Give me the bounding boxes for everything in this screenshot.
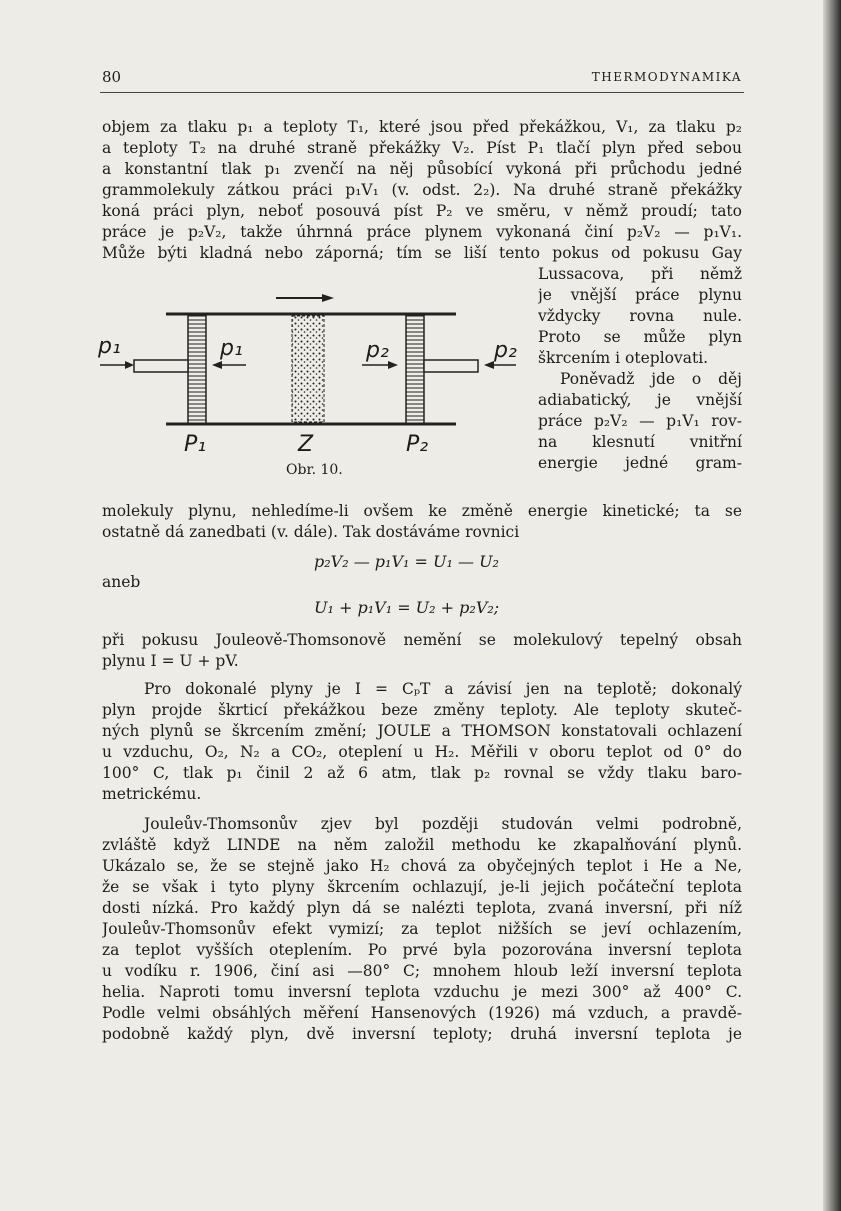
text-line: ostatně dá zanedbati (v. dále). Tak dostáváme rovnici bbox=[102, 523, 520, 541]
text-line: 100° C, tlak p₁ činil 2 až 6 atm, tlak p₂ rovnal se vždy tlaku baro- bbox=[102, 764, 742, 782]
side-text-line: Poněvadž jde o děj bbox=[560, 370, 742, 388]
page-header bbox=[102, 68, 742, 90]
side-text-line: na klesnutí vnitřní bbox=[538, 433, 742, 451]
text-line: koná práci plyn, neboť posouvá píst P₂ ve směru, v němž proudí; tato bbox=[102, 202, 742, 220]
text-line: plyn projde škrticí překážkou beze změny teploty. Ale teploty skuteč- bbox=[102, 701, 742, 719]
text-line: Jouleův-Thomsonův zjev byl později studován velmi podrobně, bbox=[144, 815, 742, 833]
label-p1-inner: p₁ bbox=[220, 336, 243, 361]
text-line: molekuly plynu, nehledíme-li ovšem ke změně energie kinetické; ta se bbox=[102, 502, 742, 520]
equation-2: U₁ + p₁V₁ = U₂ + p₂V₂; bbox=[314, 598, 500, 617]
side-text-line: škrcením i oteplovati. bbox=[538, 349, 709, 367]
arrow-p1-outer-icon bbox=[100, 361, 134, 369]
text-line: u vodíku r. 1906, činí asi —80° C; mnohem hloub leží inversní teplota bbox=[102, 962, 742, 980]
side-text-line: práce p₂V₂ — p₁V₁ rov- bbox=[538, 412, 742, 430]
label-piston2: P₂ bbox=[406, 432, 429, 457]
side-text-line: vždycky rovna nule. bbox=[538, 307, 742, 325]
text-line: Jouleův-Thomsonův efekt vymizí; za teplot nižších se jeví ochlazením, bbox=[102, 920, 742, 938]
equation-1: p₂V₂ — p₁V₁ = U₁ — U₂ bbox=[314, 552, 499, 571]
text-line: při pokusu Jouleově-Thomsonově nemění se molekulový tepelný obsah bbox=[102, 631, 742, 649]
text-line: dosti nízká. Pro každý plyn dá se nalézti teplota, zvaná inversní, při níž bbox=[102, 899, 742, 917]
text-line: Podle velmi obsáhlých měření Hansenových (1926) má vzduch, a pravdě- bbox=[102, 1004, 742, 1022]
page-number: 80 bbox=[102, 68, 122, 86]
page-edge-shadow bbox=[823, 0, 841, 1211]
text-line: že se však i tyto plyny škrcením ochlazují, je-li jejich počáteční teplota bbox=[102, 878, 742, 896]
side-text-line: je vnější práce plynu bbox=[538, 286, 742, 304]
text-line: Může býti kladná nebo záporná; tím se liší tento pokus od pokusu Gay bbox=[102, 244, 742, 262]
figure-joule-thomson bbox=[96, 286, 536, 486]
text-line: a konstantní tlak p₁ zvenčí na něj působící vykoná při průchodu jedné bbox=[102, 160, 742, 178]
piston-p2 bbox=[406, 314, 424, 424]
header-rule bbox=[100, 92, 744, 93]
text-line: a teploty T₂ na druhé straně překážky V₂. Píst P₁ tlačí plyn před sebou bbox=[102, 139, 742, 157]
running-head: THERMODYNAMIKA bbox=[591, 70, 742, 84]
label-piston1: P₁ bbox=[184, 432, 207, 457]
figure-caption: Obr. 10. bbox=[286, 462, 343, 478]
text-line: plynu I = U + pV. bbox=[102, 652, 239, 670]
text-line: podobně každý plyn, dvě inversní teploty; druhá inversní teplota je bbox=[102, 1025, 742, 1043]
text-line: Ukázalo se, že se stejně jako H₂ chová za obyčejných teplot i He a Ne, bbox=[102, 857, 742, 875]
piston-rod-2 bbox=[424, 360, 478, 372]
text-line: metrickému. bbox=[102, 785, 202, 803]
side-text-line: Lussacova, při němž bbox=[538, 265, 742, 283]
side-text-line: Proto se může plyn bbox=[538, 328, 742, 346]
text-line: Pro dokonalé plyny je I = CₚT a závisí jen na teplotě; dokonalý bbox=[144, 680, 742, 698]
text-line: u vzduchu, O₂, N₂ a CO₂, oteplení u H₂. Měřili v oboru teplot od 0° do bbox=[102, 743, 742, 761]
text-line: objem za tlaku p₁ a teploty T₁, které jsou před překážkou, V₁, za tlaku p₂ bbox=[102, 118, 742, 136]
label-p1-outer: p₁ bbox=[98, 334, 121, 359]
flow-arrow-icon bbox=[276, 294, 334, 302]
apparatus-diagram bbox=[96, 286, 536, 486]
text-line: práce je p₂V₂, takže úhrnná práce plynem vykonaná činí p₂V₂ — p₁V₁. bbox=[102, 223, 742, 241]
label-p2-inner: p₂ bbox=[366, 338, 389, 363]
equation-connector: aneb bbox=[102, 573, 141, 591]
piston-p1 bbox=[188, 314, 206, 424]
text-line: zvláště když LINDE na něm založil methodu ke zkapalňování plynů. bbox=[102, 836, 742, 854]
label-p2-outer: p₂ bbox=[494, 338, 517, 363]
arrow-p1-inner-icon bbox=[212, 361, 246, 369]
porous-plug bbox=[292, 316, 324, 422]
piston-rod-1 bbox=[134, 360, 188, 372]
text-line: ných plynů se škrcením změní; JOULE a THOMSON konstatovali ochlazení bbox=[102, 722, 742, 740]
text-line: grammolekuly zátkou práci p₁V₁ (v. odst. 2₂). Na druhé straně překážky bbox=[102, 181, 742, 199]
side-text-line: energie jedné gram- bbox=[538, 454, 742, 472]
text-line: helia. Naproti tomu inversní teplota vzduchu je mezi 300° až 400° C. bbox=[102, 983, 742, 1001]
label-plug: Z bbox=[298, 432, 314, 457]
side-text-line: adiabatický, je vnější bbox=[538, 391, 742, 409]
text-line: za teplot vyšších oteplením. Po prvé byla pozorována inversní teplota bbox=[102, 941, 742, 959]
